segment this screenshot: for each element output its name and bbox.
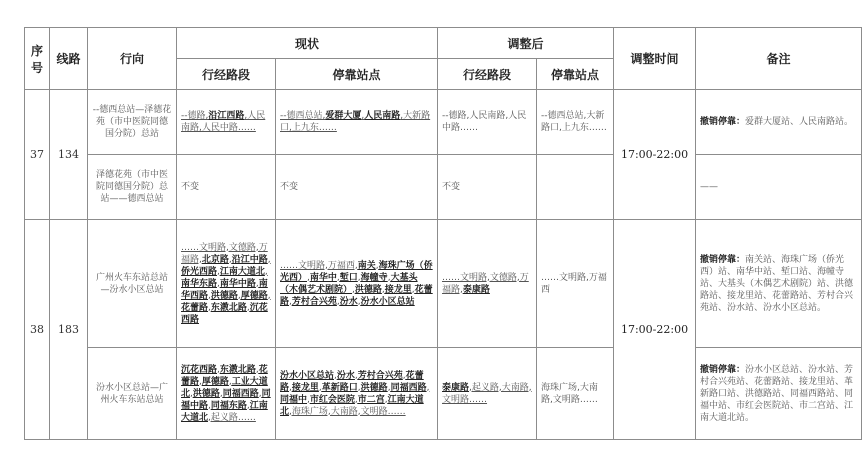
route-text: ,	[246, 302, 250, 313]
seq-cell: 37	[25, 90, 50, 220]
cancelled-segment: 汾水	[336, 370, 355, 381]
time-cell: 17:00-22:00	[614, 220, 696, 440]
route-text: ,	[264, 266, 268, 277]
route-adjustment-table	[24, 27, 862, 440]
route-text: ,	[208, 290, 211, 301]
adjusted-route-cell	[438, 220, 537, 348]
route-text: ,	[387, 272, 391, 283]
cancelled-segment: 接龙里	[291, 382, 319, 393]
header-time: 调整时间	[614, 28, 696, 90]
current-route-cell	[177, 348, 276, 440]
cancelled-segment: 汾水小区总站	[280, 370, 335, 381]
cancelled-segment: 堑口	[339, 272, 358, 283]
current-stops-cell	[276, 220, 438, 348]
route-text: ,	[336, 272, 340, 283]
route-text: ,起义路……	[208, 412, 256, 423]
current-stops-cell: 不变	[276, 155, 438, 220]
route-text: ,	[217, 266, 220, 277]
direction-cell: --德西总站—泽德花苑（市中医院同德国分院）总站	[88, 90, 177, 155]
cancelled-segment: 花蕾路	[181, 364, 268, 387]
adjusted-route-cell: 不变	[438, 155, 537, 220]
route-text: ,	[289, 296, 292, 307]
route-text: ,	[217, 364, 220, 375]
cancelled-segment: 厚德路	[201, 376, 229, 387]
cancelled-segment: 同福西路	[390, 382, 427, 393]
table-row	[25, 90, 862, 155]
cancelled-segment: 同福中	[280, 394, 308, 405]
route-text: ,	[267, 290, 271, 301]
route-text: ,	[318, 382, 322, 393]
remark-text: 爱群大厦站、人民南路站。	[745, 117, 854, 127]
cancelled-segment: 洪德路	[210, 290, 238, 301]
route-text: ,	[361, 111, 365, 121]
route-text: ,	[384, 394, 388, 405]
direction-cell: 广州火车东站总站—汾水小区总站	[88, 220, 177, 348]
route-text: ,	[199, 376, 202, 387]
cancelled-segment: 南华西路	[181, 278, 268, 301]
route-text: ,	[375, 260, 379, 271]
table-row	[25, 220, 862, 348]
cancelled-segment: 泰康路	[442, 382, 470, 393]
cancelled-segment: 同福西路	[222, 388, 259, 399]
remark-cell	[696, 348, 862, 440]
route-text: ……文明路,文德路,万福路,	[442, 272, 529, 295]
time-cell: 17:00-22:00	[614, 90, 696, 220]
route-text: ,	[228, 376, 232, 387]
header-row-1	[25, 28, 862, 59]
direction-cell: 汾水小区总站—广州火车东站总站	[88, 348, 177, 440]
cancelled-segment: 南华中	[309, 272, 337, 283]
route-text: ,	[258, 388, 262, 399]
adjusted-stops-cell: ……文明路,万福西	[537, 220, 614, 348]
remark-label: 撤销停靠：	[700, 117, 746, 127]
cancelled-segment: 江南大道北	[181, 400, 268, 423]
remark-cell	[696, 220, 862, 348]
cancelled-segment: 市二宫	[357, 394, 385, 405]
adjusted-stops-cell: --德西总站,大新路口,上九东……	[537, 90, 614, 155]
current-route-cell	[177, 90, 276, 155]
cancelled-segment: 同福东路	[210, 400, 247, 411]
current-route-cell: 不变	[177, 155, 276, 220]
route-text: ,	[217, 278, 220, 289]
cancelled-segment: 革新路口	[321, 382, 358, 393]
route-text: ,	[426, 382, 430, 393]
route-text: ,	[219, 388, 223, 399]
route-text: ,	[402, 370, 406, 381]
cancelled-segment: 东漖北路	[210, 302, 247, 313]
route-text: ,起义路,大南路,文明路……	[442, 382, 532, 405]
route-text: --德路,	[181, 111, 209, 121]
route-text: ,	[289, 382, 292, 393]
cancelled-segment: 花蕾路	[181, 302, 209, 313]
header-adjusted-stops: 停靠站点	[537, 59, 614, 90]
route-text: ,	[246, 400, 250, 411]
cancelled-segment: 东漖北路	[219, 364, 256, 375]
route-text: ,	[228, 254, 232, 265]
header-current-route: 行经路段	[177, 59, 276, 90]
route-text: ,	[352, 284, 355, 295]
route-text: ,	[237, 290, 241, 301]
cancelled-segment: 江南大道北	[280, 394, 424, 417]
route-text: ,	[307, 394, 310, 405]
cancelled-segment: 海珠广场（侨光西）	[280, 260, 433, 283]
remark-label: 撤销停靠：	[700, 364, 746, 375]
remark-cell	[696, 90, 862, 155]
current-stops-cell	[276, 348, 438, 440]
header-current: 现状	[177, 28, 438, 59]
route-text: ,	[267, 254, 271, 265]
header-direction: 行向	[88, 28, 177, 90]
route-text: ……文明路,文德路,万福路,	[181, 242, 268, 265]
line-cell: 183	[50, 220, 88, 440]
cancelled-segment: 汾水	[339, 296, 358, 307]
remark-text: 南关站、海珠广场（侨光西）站、南华中站、堑口站、海幢寺站、大基头（木偶艺术剧院）站、洪德路站、接龙里站、花蕾路站、芳村合兴苑站、汾水站、汾水小区总站。	[700, 254, 854, 313]
cancelled-segment: 泰康路	[462, 284, 490, 295]
route-text: ,	[411, 284, 415, 295]
route-text: ,	[354, 394, 358, 405]
seq-cell: 38	[25, 220, 50, 440]
cancelled-segment: 沉花西路	[181, 302, 268, 325]
remark-text: 汾水小区总站、汾水站、芳村合兴苑站、花蕾路站、接龙里站、革新路口站、洪德路站、同福西路站、同福中站、市红会医院站、市二宫站、江南大道北站。	[700, 364, 854, 423]
cancelled-segment: 花蕾路	[280, 370, 424, 393]
line-cell: 134	[50, 90, 88, 220]
cancelled-segment: 工业大道北	[181, 376, 268, 399]
header-seq: 序号	[25, 28, 50, 90]
cancelled-segment: 厚德路	[240, 290, 268, 301]
cancelled-segment: 花蕾路	[280, 284, 433, 307]
route-text: ,	[381, 284, 385, 295]
route-text: ,	[336, 296, 340, 307]
cancelled-segment: 南关	[357, 260, 376, 271]
cancelled-segment: 汾水小区总站	[360, 296, 415, 307]
adjusted-stops-cell: 海珠广场,大南路,文明路……	[537, 348, 614, 440]
header-current-stops: 停靠站点	[276, 59, 438, 90]
route-text: ,	[208, 302, 211, 313]
cancelled-segment: 侨光西路	[181, 266, 218, 277]
route-text: ,	[208, 400, 211, 411]
route-text: ,	[334, 370, 337, 381]
header-adjusted-route: 行经路段	[438, 59, 537, 90]
route-text: ,人民南路,人民中路……	[181, 111, 266, 133]
route-text: ,	[387, 382, 391, 393]
cancelled-segment: 沿江西路	[208, 111, 245, 121]
header-remark: 备注	[696, 28, 862, 90]
cancelled-segment: 沉花西路	[181, 364, 218, 375]
cancelled-segment: 芳村合兴苑	[291, 296, 337, 307]
adjusted-route-cell	[438, 348, 537, 440]
table-row	[25, 348, 862, 440]
cancelled-segment: 同福中路	[181, 388, 271, 411]
route-text: ,	[255, 278, 259, 289]
route-text: ,	[357, 272, 361, 283]
cancelled-segment: 爱群大厦	[325, 111, 362, 121]
route-text: --德西总站,	[280, 111, 326, 121]
route-text: ,海珠广场,大南路,文明路……	[289, 406, 406, 417]
route-text: ,	[307, 272, 310, 283]
route-text: ,大新路口,上九东……	[280, 111, 431, 133]
route-text: ,	[190, 388, 193, 399]
cancelled-segment: 北京路	[201, 254, 229, 265]
cancelled-segment: 洪德路	[354, 284, 382, 295]
current-route-cell	[177, 220, 276, 348]
direction-cell: 泽德花苑（市中医院同德国分院）总站——德西总站	[88, 155, 177, 220]
cancelled-segment: 洪德路	[360, 382, 388, 393]
cancelled-segment: 人民南路	[364, 111, 401, 121]
cancelled-segment: 市红会医院	[309, 394, 355, 405]
table-row	[25, 155, 862, 220]
route-text: ……文明路,万福西,	[280, 260, 358, 271]
header-line: 线路	[50, 28, 88, 90]
route-text: ,	[354, 370, 358, 381]
route-text: ,	[255, 364, 259, 375]
cancelled-segment: 大基头（木偶艺术剧院）	[280, 272, 418, 295]
remark-cell: ——	[696, 155, 862, 220]
cancelled-segment: 接龙里	[384, 284, 412, 295]
cancelled-segment: 南华东路	[181, 278, 218, 289]
cancelled-segment: 江南大道北	[219, 266, 265, 277]
adjusted-route-cell: --德路,人民南路,人民中路……	[438, 90, 537, 155]
cancelled-segment: 沿江中路	[231, 254, 268, 265]
cancelled-segment: 洪德路	[192, 388, 220, 399]
current-stops-cell	[276, 90, 438, 155]
cancelled-segment: 海幢寺	[360, 272, 388, 283]
route-text: ,	[357, 296, 361, 307]
header-adjusted: 调整后	[438, 28, 614, 59]
adjusted-stops-cell	[537, 155, 614, 220]
route-text: ,	[357, 382, 361, 393]
cancelled-segment: 南华中路	[219, 278, 256, 289]
cancelled-segment: 芳村合兴苑	[357, 370, 403, 381]
remark-label: 撤销停靠：	[700, 254, 746, 265]
